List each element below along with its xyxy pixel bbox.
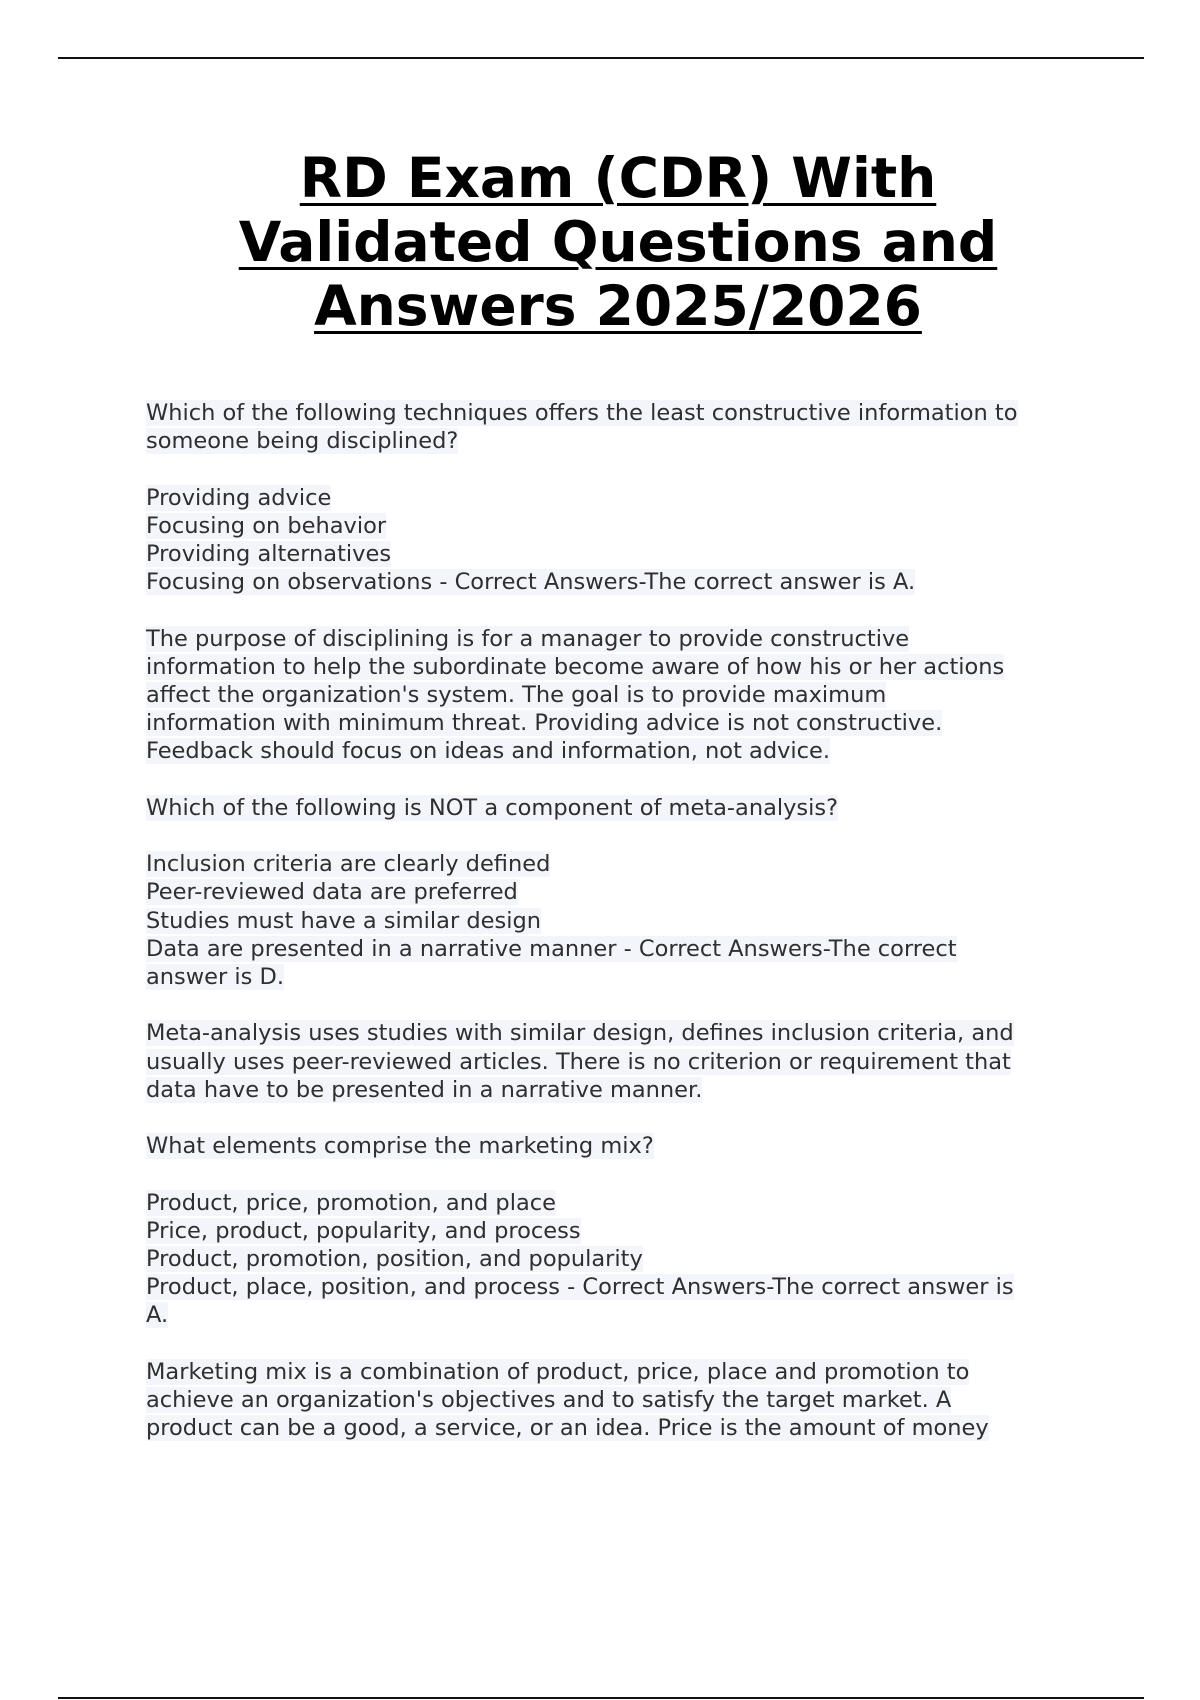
- text-line: affect the organization's system. The goal is to provide maximum: [146, 682, 887, 708]
- answer-options: [146, 850, 1096, 991]
- question-paragraph: [146, 1132, 1096, 1160]
- text-line: information to help the subordinate become aware of how his or her actions: [146, 653, 1005, 680]
- text-line: data have to be presented in a narrative manner.: [146, 1076, 703, 1103]
- option-line: Price, product, popularity, and process: [146, 1217, 581, 1244]
- title-line: Answers 2025/2026: [314, 274, 922, 338]
- option-line: Focusing on observations - Correct Answers-The correct answer is A.: [146, 569, 916, 596]
- title-line: RD Exam (CDR) With: [299, 146, 937, 210]
- text-line: information with minimum threat. Providing advice is not constructive.: [146, 710, 943, 737]
- answer-options: [146, 1189, 1096, 1330]
- option-line: Providing advice: [146, 484, 332, 511]
- text-line: Which of the following is NOT a component of meta-analysis?: [146, 794, 839, 821]
- document-body: [146, 399, 1096, 1471]
- option-line: Product, place, position, and process - Correct Answers-The correct answer is: [146, 1274, 1014, 1301]
- text-line: someone being disciplined?: [146, 428, 459, 455]
- answer-options: [146, 484, 1096, 597]
- text-line: usually uses peer-reviewed articles. There is no criterion or requirement that: [146, 1048, 1011, 1075]
- text-line: Meta-analysis uses studies with similar design, defines inclusion criteria, and: [146, 1020, 1014, 1047]
- text-line: Feedback should focus on ideas and information, not advice.: [146, 738, 831, 765]
- text-line: Marketing mix is a combination of product, price, place and promotion to: [146, 1358, 970, 1385]
- text-line: product can be a good, a service, or an idea. Price is the amount of money: [146, 1415, 989, 1442]
- option-line: A.: [146, 1302, 169, 1329]
- option-line: Inclusion criteria are clearly defined: [146, 851, 551, 878]
- document-title: [120, 146, 1116, 338]
- option-line: Providing alternatives: [146, 541, 392, 567]
- explanation-paragraph: [146, 1019, 1096, 1104]
- option-line: Data are presented in a narrative manner - Correct Answers-The correct: [146, 935, 957, 962]
- text-line: Which of the following techniques offers the least constructive information to: [146, 400, 1018, 426]
- option-line: Studies must have a similar design: [146, 907, 542, 934]
- text-line: achieve an organization's objectives and to satisfy the target market. A: [146, 1386, 952, 1413]
- title-line: Validated Questions and: [238, 210, 998, 274]
- option-line: Peer-reviewed data are preferred: [146, 879, 518, 906]
- footer-rule: [58, 1697, 1144, 1699]
- explanation-paragraph: [146, 625, 1096, 766]
- option-line: Product, promotion, position, and popularity: [146, 1245, 643, 1272]
- text-line: The purpose of disciplining is for a manager to provide constructive: [146, 625, 910, 652]
- option-line: Product, price, promotion, and place: [146, 1189, 556, 1216]
- header-rule: [58, 57, 1144, 59]
- question-paragraph: [146, 794, 1096, 822]
- option-line: answer is D.: [146, 964, 285, 990]
- question-paragraph: [146, 399, 1096, 455]
- option-line: Focusing on behavior: [146, 512, 387, 539]
- explanation-paragraph: [146, 1358, 1096, 1443]
- text-line: What elements comprise the marketing mix?: [146, 1133, 654, 1160]
